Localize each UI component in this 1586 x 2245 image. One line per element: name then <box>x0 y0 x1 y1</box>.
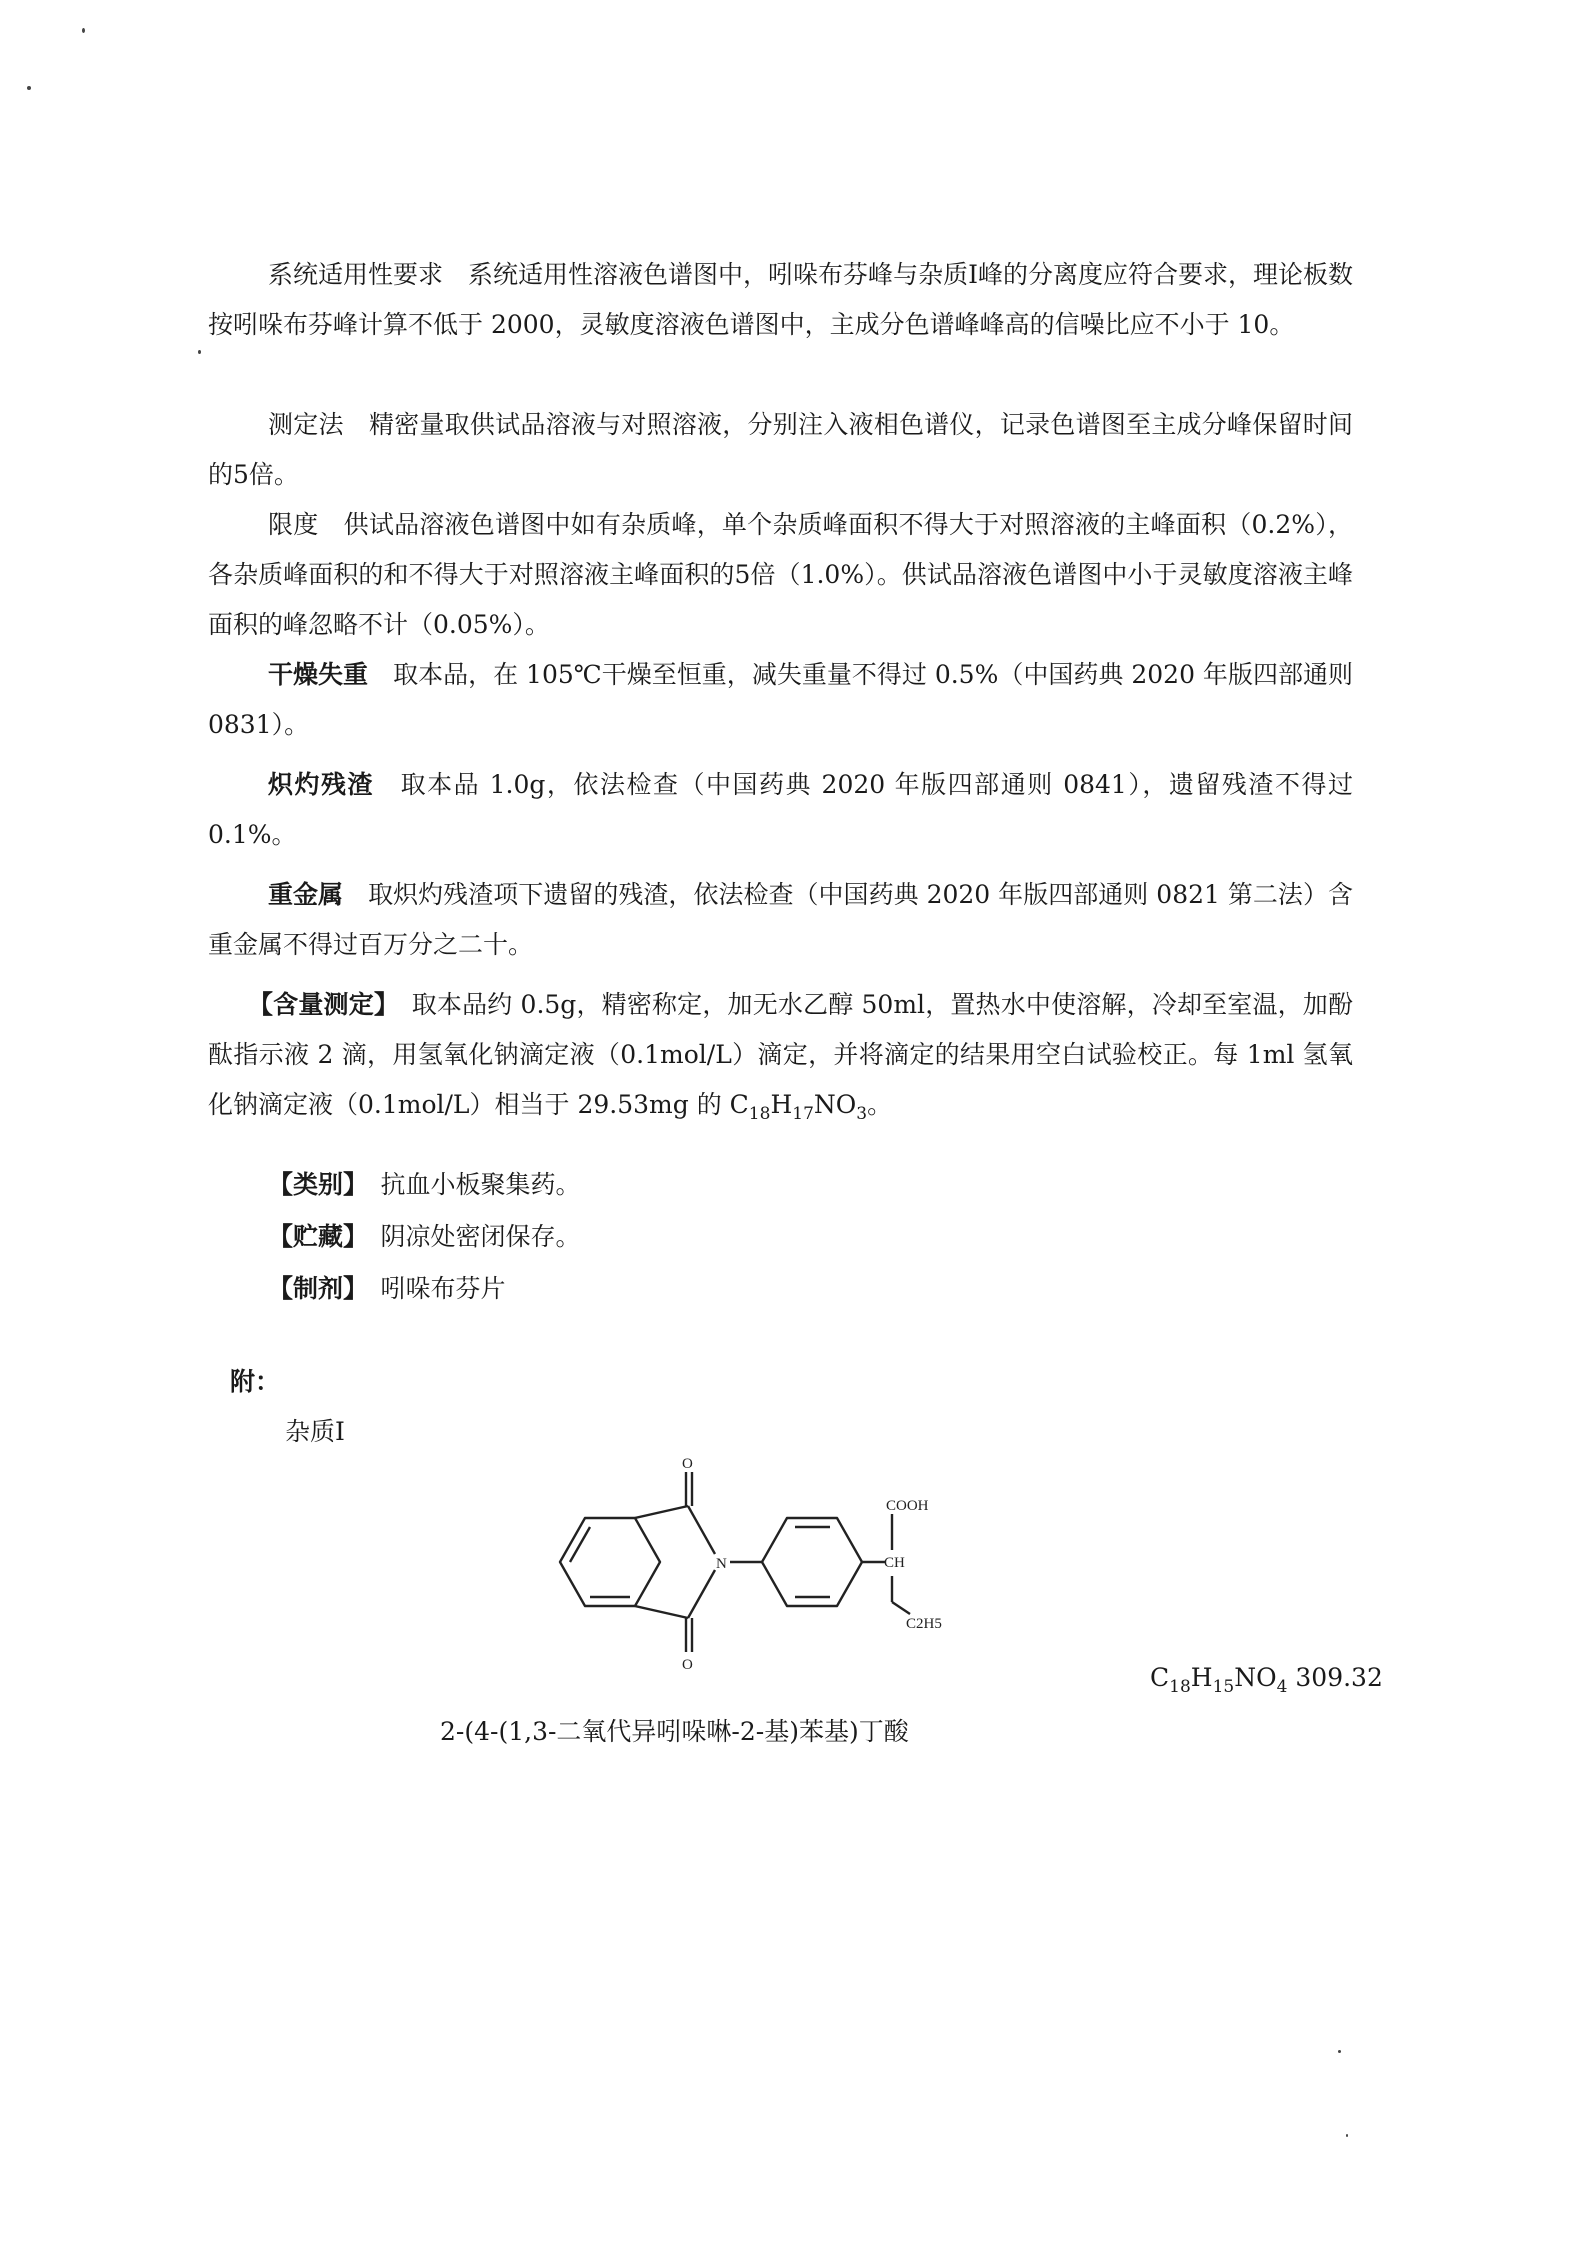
preparation-item <box>268 1264 506 1314</box>
heavy-metals-heading: 重金属 <box>268 880 344 909</box>
system-suitability-paragraph <box>208 250 1353 350</box>
loss-on-drying-paragraph <box>208 650 1353 750</box>
system-suitability-heading: 系统适用性要求 <box>268 260 444 289</box>
chemical-name: 2-(4-(1,3-二氧代异吲哚啉-2-基)苯基)丁酸 <box>440 1717 909 1746</box>
system-suitability-text: 系统适用性溶液色谱图中，吲哚布芬峰与杂质Ⅰ峰的分离度应符合要求，理论板数按吲哚布芬峰计算不低于 2000，灵敏度溶液色谱图中，主成分色谱峰峰高的信噪比应不小于 10。 <box>208 260 1353 339</box>
assay-text: 取本品约 0.5g，精密称定，加无水乙醇 50ml，置热水中使溶解，冷却至室温，加酚酞指示液 2 滴，用氢氧化钠滴定液（0.1mol/L）滴定，并将滴定的结果用空白试验校正。每 1ml 氢氧化钠滴定液（0.1mol/L）相当于 29.53mg 的 <box>208 990 1353 1119</box>
method-heading: 测定法 <box>268 410 344 439</box>
category-item <box>268 1160 581 1210</box>
loss-on-drying-heading: 干燥失重 <box>268 660 369 689</box>
residue-on-ignition-heading: 炽灼残渣 <box>268 770 375 799</box>
method-paragraph <box>208 400 1353 500</box>
scan-speck <box>1346 2134 1348 2137</box>
impurity-label: 杂质Ⅰ <box>285 1417 345 1446</box>
phenyl-ring <box>762 1518 862 1606</box>
benzo-ring <box>560 1518 660 1606</box>
scan-speck <box>1338 2050 1341 2053</box>
limit-heading: 限度 <box>268 510 319 539</box>
methine-label: CH <box>884 1555 905 1571</box>
storage-item <box>268 1212 581 1262</box>
residue-on-ignition-text: 取本品 1.0g，依法检查（中国药典 2020 年版四部通则 0841），遗留残渣不得过 0.1%。 <box>208 770 1353 849</box>
assay-paragraph <box>208 980 1353 1139</box>
storage-text: 阴凉处密闭保存。 <box>380 1222 581 1251</box>
ethyl-label: C2H5 <box>906 1616 942 1632</box>
scan-speck <box>82 28 85 33</box>
storage-heading: 【贮藏】 <box>268 1222 356 1251</box>
scan-speck <box>27 86 31 90</box>
assay-heading: 【含量测定】 <box>248 990 387 1019</box>
imide-nitrogen: N <box>716 1556 727 1572</box>
carbonyl-bottom-oxygen: O <box>682 1657 693 1673</box>
impurity-structure-diagram <box>540 1452 1040 1682</box>
scan-speck <box>198 350 201 354</box>
category-text: 抗血小板聚集药。 <box>380 1170 581 1199</box>
carbonyl-top-oxygen: O <box>682 1456 693 1472</box>
limit-text: 供试品溶液色谱图中如有杂质峰，单个杂质峰面积不得大于对照溶液的主峰面积（0.2%），各杂质峰面积的和不得大于对照溶液主峰面积的5倍（1.0%）。供试品溶液色谱图中小于灵敏度溶液主峰面积的峰忽略不计（0.05%）。 <box>208 510 1353 639</box>
method-text: 精密量取供试品溶液与对照溶液，分别注入液相色谱仪，记录色谱图至主成分峰保留时间的5倍。 <box>208 410 1353 489</box>
assay-formula: $C_{18}H_{17}NO_3$。 <box>729 1090 893 1124</box>
heavy-metals-paragraph <box>208 870 1353 970</box>
heavy-metals-text: 取炽灼残渣项下遗留的残渣，依法检查（中国药典 2020 年版四部通则 0821 第二法）含重金属不得过百万分之二十。 <box>208 880 1353 959</box>
preparation-heading: 【制剂】 <box>268 1274 356 1303</box>
category-heading: 【类别】 <box>268 1170 356 1199</box>
appendix-title: 附： <box>230 1367 281 1396</box>
preparation-text: 吲哚布芬片 <box>380 1274 506 1303</box>
loss-on-drying-text: 取本品，在 105℃干燥至恒重，减失重量不得过 0.5%（中国药典 2020 年版四部通则 0831）。 <box>208 660 1353 739</box>
molecular-formula: $C_{18}H_{15}NO_4$ 309.32 <box>1150 1663 1383 1697</box>
limit-paragraph <box>208 500 1353 650</box>
carboxyl-label: COOH <box>886 1498 929 1514</box>
residue-on-ignition-paragraph <box>208 760 1353 860</box>
